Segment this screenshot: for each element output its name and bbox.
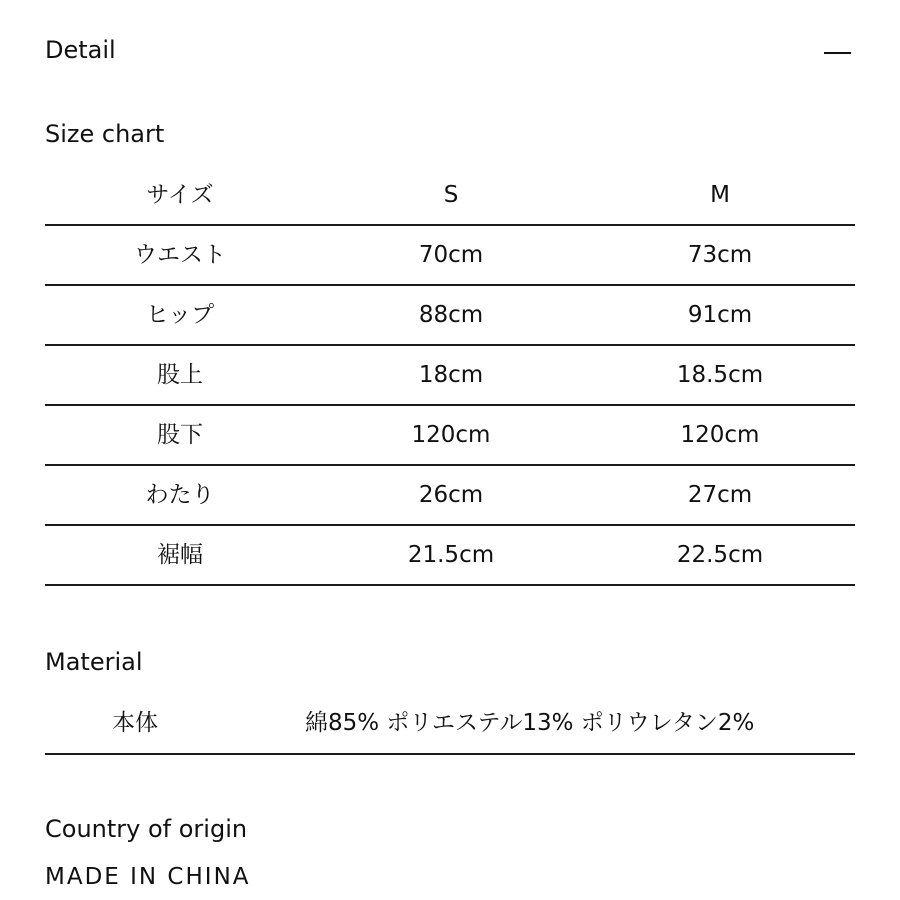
size-s-value: 18cm bbox=[418, 362, 484, 388]
table-divider bbox=[45, 584, 855, 586]
size-m-value: 73cm bbox=[687, 242, 753, 268]
minus-icon bbox=[824, 52, 851, 54]
size-m-value: 91cm bbox=[687, 302, 753, 328]
collapse-button[interactable] bbox=[818, 36, 858, 70]
material-value: 綿85% ポリエステル13% ポリウレタン2% bbox=[305, 710, 755, 736]
origin-title: Country of origin bbox=[45, 815, 248, 843]
table-row bbox=[45, 286, 855, 346]
detail-title: Detail bbox=[45, 36, 116, 64]
table-row bbox=[45, 406, 855, 466]
measure-label: 股上 bbox=[157, 362, 203, 388]
origin-value: MADE IN CHINA bbox=[45, 864, 251, 890]
table-divider bbox=[45, 753, 855, 755]
material-label: 本体 bbox=[112, 710, 158, 736]
size-chart-title: Size chart bbox=[45, 120, 165, 148]
size-m-value: 120cm bbox=[680, 422, 760, 448]
size-m-value: 27cm bbox=[687, 482, 753, 508]
measure-label: 股下 bbox=[157, 422, 203, 448]
measure-label: わたり bbox=[145, 482, 215, 508]
size-s-value: 70cm bbox=[418, 242, 484, 268]
measure-label: ヒップ bbox=[145, 302, 215, 328]
table-row bbox=[45, 526, 855, 586]
size-s-value: 120cm bbox=[411, 422, 491, 448]
size-header-cell: S bbox=[443, 182, 459, 208]
measure-label: 裾幅 bbox=[157, 542, 203, 568]
measure-label: ウエスト bbox=[134, 242, 226, 268]
size-s-value: 26cm bbox=[418, 482, 484, 508]
size-table bbox=[45, 166, 855, 586]
table-row bbox=[45, 226, 855, 286]
size-s-value: 88cm bbox=[418, 302, 484, 328]
material-title: Material bbox=[45, 648, 143, 676]
table-row bbox=[45, 466, 855, 526]
size-header-cell: サイズ bbox=[146, 182, 214, 208]
size-m-value: 22.5cm bbox=[676, 542, 764, 568]
table-row bbox=[45, 346, 855, 406]
size-m-value: 18.5cm bbox=[676, 362, 764, 388]
size-s-value: 21.5cm bbox=[407, 542, 495, 568]
size-table-header-row bbox=[45, 166, 855, 226]
size-header-cell: M bbox=[710, 182, 730, 208]
material-row bbox=[45, 693, 855, 755]
